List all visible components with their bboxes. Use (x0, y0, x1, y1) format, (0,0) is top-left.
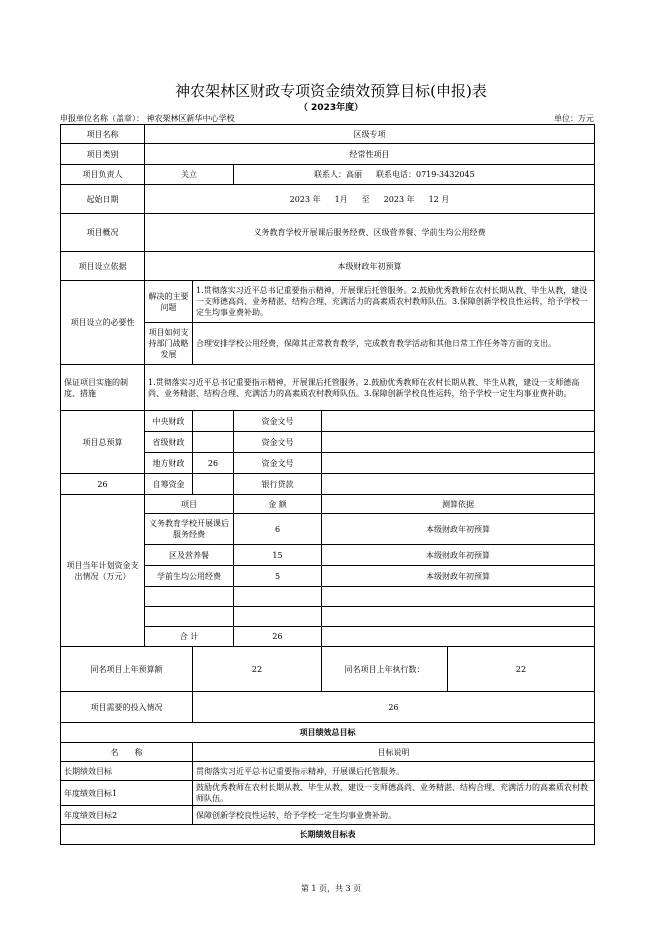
cell-value: 1.贯彻落实习近平总书记重要指示精神，开展课后托管服务。2.鼓励优秀教师在农村长期从教、毕生从教，建设一支师德高尚、业务精湛、结构合理、充满活力的高素质农村教师队伍。3.保障创新学校良性运转，给予学校一定生均事业费补助。 (193, 281, 595, 323)
cell-label: 年度绩效目标1 (61, 781, 193, 806)
contact-phone: 联系电话：0719-3432045 (376, 170, 475, 179)
table-row (61, 762, 595, 781)
cell-value: 22 (193, 647, 322, 692)
cell-value (322, 474, 595, 495)
cell-value: 关立 (145, 165, 234, 185)
cell-label: 省级财政 (145, 432, 193, 453)
cell-value (193, 411, 234, 432)
cell-value (322, 432, 595, 453)
applicant-unit: 申报单位名称（盖章）： 神农架林区新华中心学校 (60, 114, 235, 123)
cell-value: 26 (193, 692, 595, 723)
table-row (61, 165, 595, 185)
cell-label: 项目设立依据 (61, 252, 145, 281)
date-to: 至 (361, 194, 370, 204)
table-row (61, 825, 595, 845)
table-row (61, 495, 595, 514)
section-header: 项目绩效总目标 (61, 723, 595, 743)
cell-label: 地方财政 (145, 453, 193, 474)
table-row (61, 692, 595, 723)
cell-label: 项目概况 (61, 214, 145, 252)
date-cell (145, 185, 595, 214)
cell-label: 起始日期 (61, 185, 145, 214)
page-footer: 第 1 页，共 3 页 (300, 884, 362, 893)
cell-label: 同名项目上年预算额 (61, 647, 193, 692)
plan-amount (234, 607, 322, 627)
table-row (61, 185, 595, 214)
end-year: 2023 年 (383, 194, 415, 204)
table-row (61, 723, 595, 743)
plan-total: 26 (234, 627, 322, 647)
cell-label: 项目设立的必要性 (61, 281, 145, 365)
table-row (61, 781, 595, 806)
cell-label: 项目需要的投入情况 (61, 692, 193, 723)
contact-person: 联系人：高丽 (314, 170, 362, 179)
plan-item (145, 587, 234, 607)
column-header: 测算依据 (322, 495, 595, 514)
table-row (61, 365, 595, 411)
contact-cell (234, 165, 595, 185)
table-row (61, 252, 595, 281)
cell-value: 22 (448, 647, 595, 692)
budget-form-table (60, 124, 595, 845)
cell-label: 资金文号 (234, 453, 322, 474)
cell-value (322, 411, 595, 432)
start-month: 1月 (334, 194, 348, 204)
cell-value: 本级财政年初预算 (145, 252, 595, 281)
page-title: 神农架林区财政专项资金绩效预算目标(申报)表 (175, 82, 487, 100)
cell-value: 1.贯彻落实习近平总书记重要指示精神，开展课后托管服务。2.鼓励优秀教师在农村长期从教、毕生从教，建设一支师德高尚、业务精湛、结构合理、充满活力的高素质农村教师队伍。3.保障创新学校良性运转，给予学校一定生均事业费补助。 (145, 365, 595, 411)
cell-value: 贯彻落实习近平总书记重要指示精神，开展课后托管服务。 (193, 762, 595, 781)
column-header: 项目 (145, 495, 234, 514)
total-budget: 26 (61, 474, 145, 495)
table-row (61, 474, 595, 495)
plan-basis (322, 607, 595, 627)
cell-label: 自筹资金 (145, 474, 193, 495)
column-header: 目标说明 (193, 743, 595, 762)
cell-value (193, 432, 234, 453)
plan-item: 区及营养餐 (145, 545, 234, 566)
plan-item: 学前生均公用经费 (145, 566, 234, 587)
currency-unit: 单位：万元 (554, 114, 594, 123)
cell-label: 银行贷款 (234, 474, 322, 495)
cell-label: 年度绩效目标2 (61, 806, 193, 825)
plan-basis: 本级财政年初预算 (322, 566, 595, 587)
table-row (61, 743, 595, 762)
table-row (61, 281, 595, 323)
cell-label: 中央财政 (145, 411, 193, 432)
cell-value: 经常性项目 (145, 144, 595, 165)
start-year: 2023 年 (289, 194, 321, 204)
plan-item (145, 607, 234, 627)
cell-label: 保证项目实施的制度、措施 (61, 365, 145, 411)
cell-label: 项目负责人 (61, 165, 145, 185)
table-row (61, 806, 595, 825)
cell-value (193, 474, 234, 495)
plan-item: 义务教育学校开展课后服务经费 (145, 514, 234, 545)
cell-label: 项目如何支持部门战略发展 (145, 323, 193, 365)
plan-amount: 6 (234, 514, 322, 545)
cell-label: 长期绩效目标 (61, 762, 193, 781)
table-row (61, 125, 595, 144)
plan-amount: 15 (234, 545, 322, 566)
table-row (61, 144, 595, 165)
cell-value: 义务教育学校开展课后服务经费、区级营养餐、学前生均公用经费 (145, 214, 595, 252)
cell-label: 项目总预算 (61, 411, 145, 474)
cell-value: 区级专项 (145, 125, 595, 144)
cell-value: 保障创新学校良性运转，给予学校一定生均事业费补助。 (193, 806, 595, 825)
plan-total-label: 合 计 (145, 627, 234, 647)
cell-label: 同名项目上年执行数： (322, 647, 448, 692)
end-month: 12 月 (428, 194, 450, 204)
table-row (61, 411, 595, 432)
cell-value: 鼓励优秀教师在农村长期从教、毕生从教，建设一支师德高尚、业务精湛、结构合理、充满活力的高素质农村教师队伍。 (193, 781, 595, 806)
plan-basis: 本级财政年初预算 (322, 545, 595, 566)
cell-label: 资金文号 (234, 411, 322, 432)
column-header: 金 额 (234, 495, 322, 514)
table-row (61, 647, 595, 692)
cell-label: 资金文号 (234, 432, 322, 453)
plan-amount (234, 587, 322, 607)
plan-amount: 5 (234, 566, 322, 587)
cell-label: 项目名称 (61, 125, 145, 144)
section-header: 长期绩效目标表 (61, 825, 595, 845)
cell-value (322, 453, 595, 474)
cell-value: 合理安排学校公用经费，保障其正常教育教学，完成教育教学活动和其他日常工作任务等方面的支出。 (193, 323, 595, 365)
cell-label: 解决的主要问题 (145, 281, 193, 323)
cell-label: 项目当年计划资金支出情况（万元） (61, 495, 145, 647)
plan-basis: 本级财政年初预算 (322, 514, 595, 545)
plan-basis (322, 587, 595, 607)
plan-basis (322, 627, 595, 647)
year-subtitle: （ 2023年度） (298, 103, 364, 113)
column-header: 名 称 (61, 743, 193, 762)
cell-label: 项目类别 (61, 144, 145, 165)
table-row (61, 214, 595, 252)
cell-value: 26 (193, 453, 234, 474)
